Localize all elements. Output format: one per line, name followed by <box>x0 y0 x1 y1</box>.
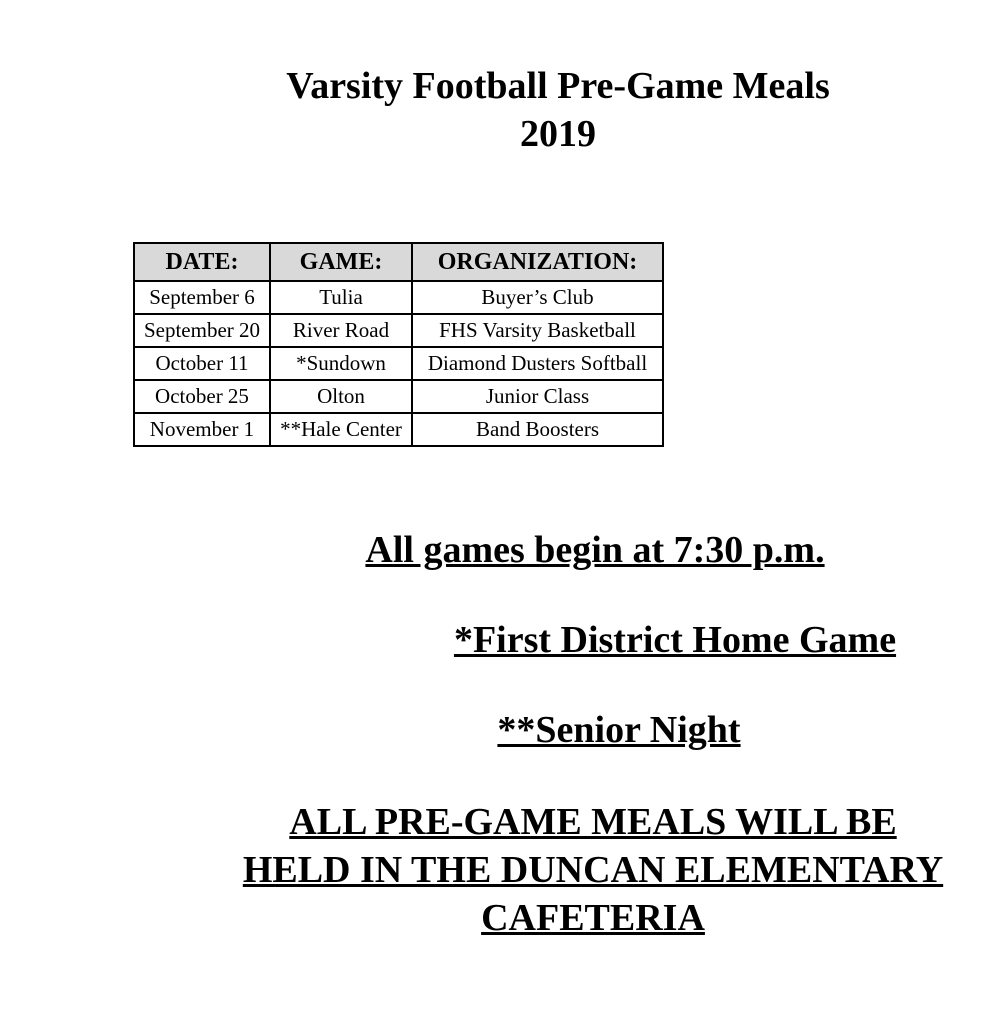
table-header-row <box>134 243 663 281</box>
cell-game: *Sundown <box>270 347 412 380</box>
page-title-year: 2019 <box>520 113 596 155</box>
location-line-1: ALL PRE-GAME MEALS WILL BE <box>289 801 897 843</box>
column-header-date: DATE: <box>134 243 270 281</box>
senior-night-note: **Senior Night <box>497 709 741 751</box>
cell-organization: Band Boosters <box>412 413 663 446</box>
cell-date: November 1 <box>134 413 270 446</box>
cell-date: September 6 <box>134 281 270 314</box>
meal-location-note <box>200 798 986 942</box>
cell-organization: FHS Varsity Basketball <box>412 314 663 347</box>
table-row <box>134 380 663 413</box>
table-row <box>134 314 663 347</box>
cell-date: September 20 <box>134 314 270 347</box>
cell-organization: Junior Class <box>412 380 663 413</box>
column-header-organization: ORGANIZATION: <box>412 243 663 281</box>
cell-game: **Hale Center <box>270 413 412 446</box>
district-game-note: *First District Home Game <box>453 619 897 661</box>
cell-organization: Buyer’s Club <box>412 281 663 314</box>
cell-date: October 11 <box>134 347 270 380</box>
location-line-2: HELD IN THE DUNCAN ELEMENTARY <box>242 849 944 891</box>
meal-schedule-table <box>133 242 664 447</box>
table-row <box>134 347 663 380</box>
column-header-game: GAME: <box>270 243 412 281</box>
cell-organization: Diamond Dusters Softball <box>412 347 663 380</box>
cell-game: River Road <box>270 314 412 347</box>
cell-game: Tulia <box>270 281 412 314</box>
table-row <box>134 413 663 446</box>
location-line-3: CAFETERIA <box>481 897 705 939</box>
cell-date: October 25 <box>134 380 270 413</box>
table-row <box>134 281 663 314</box>
cell-game: Olton <box>270 380 412 413</box>
page-title: Varsity Football Pre-Game Meals <box>286 65 830 107</box>
start-time-note: All games begin at 7:30 p.m. <box>365 529 825 571</box>
